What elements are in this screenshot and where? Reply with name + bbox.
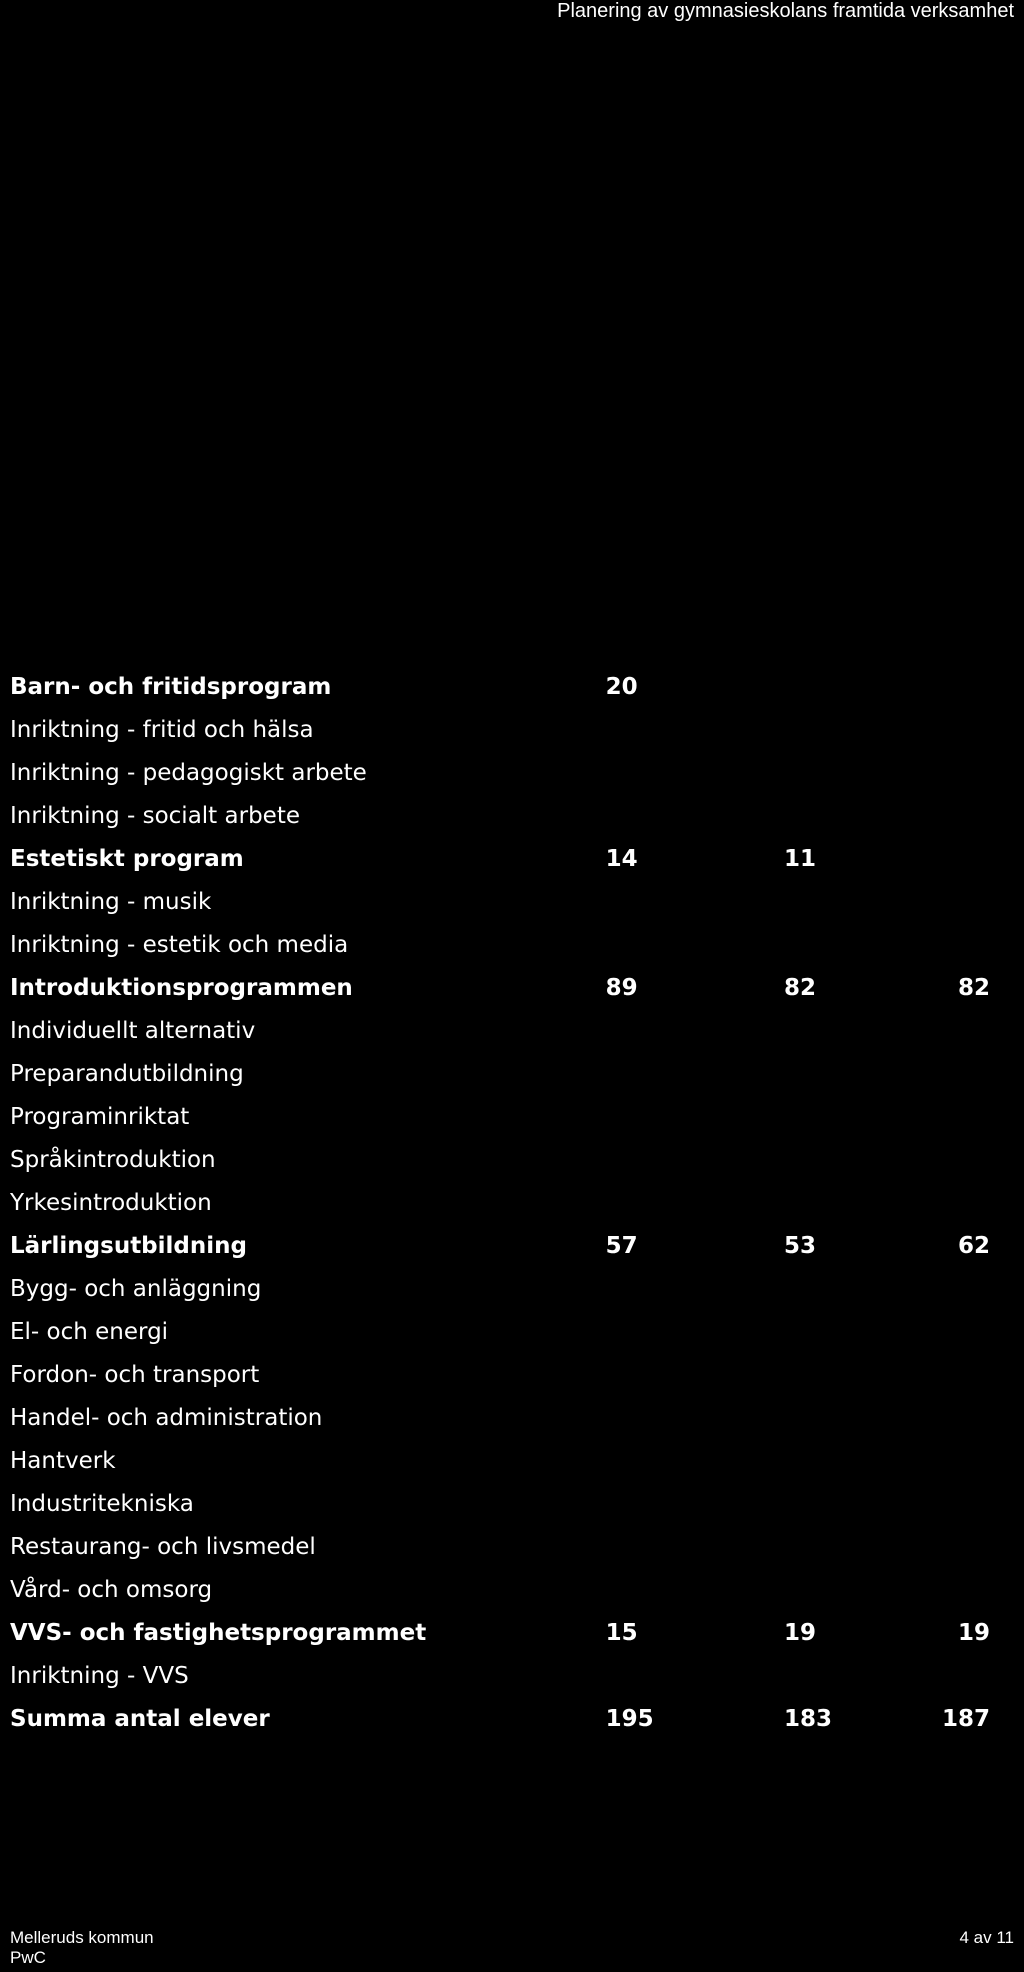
row-value-1 bbox=[574, 880, 749, 923]
row-value-1 bbox=[574, 1138, 749, 1181]
row-value-2 bbox=[749, 1568, 942, 1611]
row-label: Fordon- och transport bbox=[10, 1361, 260, 1388]
row-label: Lärlingsutbildning bbox=[10, 1232, 247, 1259]
row-value-2 bbox=[749, 665, 942, 708]
row-value-1 bbox=[574, 1568, 749, 1611]
row-label: Restaurang- och livsmedel bbox=[10, 1533, 316, 1560]
row-label: Språkintroduktion bbox=[10, 1146, 216, 1173]
row-value-2 bbox=[749, 880, 942, 923]
row-value-1 bbox=[574, 1310, 749, 1353]
table-row bbox=[10, 1353, 1010, 1396]
page-footer bbox=[10, 1928, 154, 1968]
program-table-body bbox=[10, 665, 1010, 1740]
table-row bbox=[10, 1654, 1010, 1697]
table-row bbox=[10, 1611, 1010, 1654]
row-label: Yrkesintroduktion bbox=[10, 1189, 212, 1216]
table-row bbox=[10, 665, 1010, 708]
row-value-1 bbox=[574, 1052, 749, 1095]
row-value-2 bbox=[749, 1654, 942, 1697]
table-row bbox=[10, 1138, 1010, 1181]
page-header-title: Planering av gymnasieskolans framtida verksamhet bbox=[557, 0, 1014, 22]
row-value-1: 15 bbox=[605, 1619, 638, 1646]
table-row bbox=[10, 708, 1010, 751]
row-value-3 bbox=[942, 1396, 1010, 1439]
row-value-1 bbox=[574, 1482, 749, 1525]
table-row bbox=[10, 751, 1010, 794]
row-value-3 bbox=[942, 880, 1010, 923]
row-label: Programinriktat bbox=[10, 1103, 190, 1130]
row-value-2 bbox=[749, 1439, 942, 1482]
row-value-1 bbox=[574, 1095, 749, 1138]
row-value-3 bbox=[942, 1439, 1010, 1482]
row-value-2 bbox=[749, 751, 942, 794]
table-row bbox=[10, 1181, 1010, 1224]
row-value-2 bbox=[749, 1482, 942, 1525]
page-number: 4 av 11 bbox=[959, 1928, 1014, 1947]
row-value-3 bbox=[942, 1482, 1010, 1525]
row-value-2 bbox=[749, 708, 942, 751]
row-value-2: 11 bbox=[784, 845, 817, 872]
row-label: Inriktning - musik bbox=[10, 888, 212, 915]
row-value-2: 19 bbox=[784, 1619, 817, 1646]
row-value-2: 53 bbox=[784, 1232, 817, 1259]
row-label: El- och energi bbox=[10, 1318, 169, 1345]
row-label: Inriktning - VVS bbox=[10, 1662, 189, 1689]
row-value-1 bbox=[574, 1353, 749, 1396]
row-label: Inriktning - fritid och hälsa bbox=[10, 716, 314, 743]
row-value-2 bbox=[749, 923, 942, 966]
table-row bbox=[10, 880, 1010, 923]
table-row bbox=[10, 794, 1010, 837]
table-row bbox=[10, 1052, 1010, 1095]
row-value-2 bbox=[749, 1181, 942, 1224]
row-value-1 bbox=[574, 1654, 749, 1697]
table-row bbox=[10, 1568, 1010, 1611]
table-row bbox=[10, 1310, 1010, 1353]
row-value-3 bbox=[942, 1310, 1010, 1353]
table-row bbox=[10, 837, 1010, 880]
footer-organization: Melleruds kommun bbox=[10, 1928, 154, 1947]
row-value-3: 62 bbox=[957, 1232, 990, 1259]
row-value-2 bbox=[749, 1009, 942, 1052]
row-value-1: 20 bbox=[605, 673, 638, 700]
row-value-3 bbox=[942, 1267, 1010, 1310]
row-value-2 bbox=[749, 1095, 942, 1138]
table-row bbox=[10, 1224, 1010, 1267]
table-row bbox=[10, 1482, 1010, 1525]
row-value-1: 57 bbox=[605, 1232, 638, 1259]
table-row bbox=[10, 1009, 1010, 1052]
row-value-1 bbox=[574, 1396, 749, 1439]
row-value-1 bbox=[574, 708, 749, 751]
row-value-3 bbox=[942, 837, 1010, 880]
row-label: VVS- och fastighetsprogrammet bbox=[10, 1619, 427, 1646]
row-value-1 bbox=[574, 794, 749, 837]
row-label: Vård- och omsorg bbox=[10, 1576, 213, 1603]
row-value-2 bbox=[749, 1052, 942, 1095]
row-label: Introduktionsprogrammen bbox=[10, 974, 353, 1001]
row-value-3: 187 bbox=[941, 1705, 990, 1732]
table-row bbox=[10, 1525, 1010, 1568]
row-label: Preparandutbildning bbox=[10, 1060, 244, 1087]
row-value-2 bbox=[749, 1353, 942, 1396]
table-row bbox=[10, 1095, 1010, 1138]
row-value-3 bbox=[942, 708, 1010, 751]
row-value-3 bbox=[942, 665, 1010, 708]
row-value-1 bbox=[574, 1525, 749, 1568]
row-value-1 bbox=[574, 1439, 749, 1482]
row-value-3 bbox=[942, 1525, 1010, 1568]
table-row bbox=[10, 1697, 1010, 1740]
row-value-3 bbox=[942, 1353, 1010, 1396]
row-label: Inriktning - estetik och media bbox=[10, 931, 349, 958]
row-value-1: 14 bbox=[605, 845, 638, 872]
row-value-3 bbox=[942, 1052, 1010, 1095]
row-value-2: 82 bbox=[784, 974, 817, 1001]
row-value-3 bbox=[942, 751, 1010, 794]
row-value-1 bbox=[574, 1009, 749, 1052]
row-label: Inriktning - socialt arbete bbox=[10, 802, 300, 829]
row-label: Summa antal elever bbox=[10, 1705, 270, 1732]
table-row bbox=[10, 1396, 1010, 1439]
row-label: Estetiskt program bbox=[10, 845, 244, 872]
row-label: Barn- och fritidsprogram bbox=[10, 673, 332, 700]
table-row bbox=[10, 1439, 1010, 1482]
row-label: Inriktning - pedagogiskt arbete bbox=[10, 759, 367, 786]
row-value-1 bbox=[574, 923, 749, 966]
row-label: Bygg- och anläggning bbox=[10, 1275, 262, 1302]
row-value-3 bbox=[942, 1138, 1010, 1181]
row-value-3 bbox=[942, 1009, 1010, 1052]
table-row bbox=[10, 966, 1010, 1009]
footer-company: PwC bbox=[10, 1948, 46, 1967]
row-value-3 bbox=[942, 923, 1010, 966]
row-value-1: 195 bbox=[605, 1705, 654, 1732]
row-value-2 bbox=[749, 1267, 942, 1310]
row-value-2 bbox=[749, 1525, 942, 1568]
row-value-2 bbox=[749, 1138, 942, 1181]
row-label: Handel- och administration bbox=[10, 1404, 323, 1431]
row-value-3: 82 bbox=[957, 974, 990, 1001]
row-value-1 bbox=[574, 751, 749, 794]
row-value-3 bbox=[942, 1095, 1010, 1138]
row-value-2 bbox=[749, 1310, 942, 1353]
row-value-3 bbox=[942, 794, 1010, 837]
row-value-3 bbox=[942, 1654, 1010, 1697]
row-value-2 bbox=[749, 794, 942, 837]
row-value-3 bbox=[942, 1181, 1010, 1224]
row-label: Industritekniska bbox=[10, 1490, 194, 1517]
table-row bbox=[10, 1267, 1010, 1310]
row-value-1 bbox=[574, 1267, 749, 1310]
row-value-1 bbox=[574, 1181, 749, 1224]
row-label: Individuellt alternativ bbox=[10, 1017, 256, 1044]
table-row bbox=[10, 923, 1010, 966]
program-table bbox=[10, 665, 1010, 1740]
row-value-3: 19 bbox=[957, 1619, 990, 1646]
row-value-2: 183 bbox=[784, 1705, 833, 1732]
row-value-3 bbox=[942, 1568, 1010, 1611]
row-label: Hantverk bbox=[10, 1447, 116, 1474]
row-value-1: 89 bbox=[605, 974, 638, 1001]
row-value-2 bbox=[749, 1396, 942, 1439]
